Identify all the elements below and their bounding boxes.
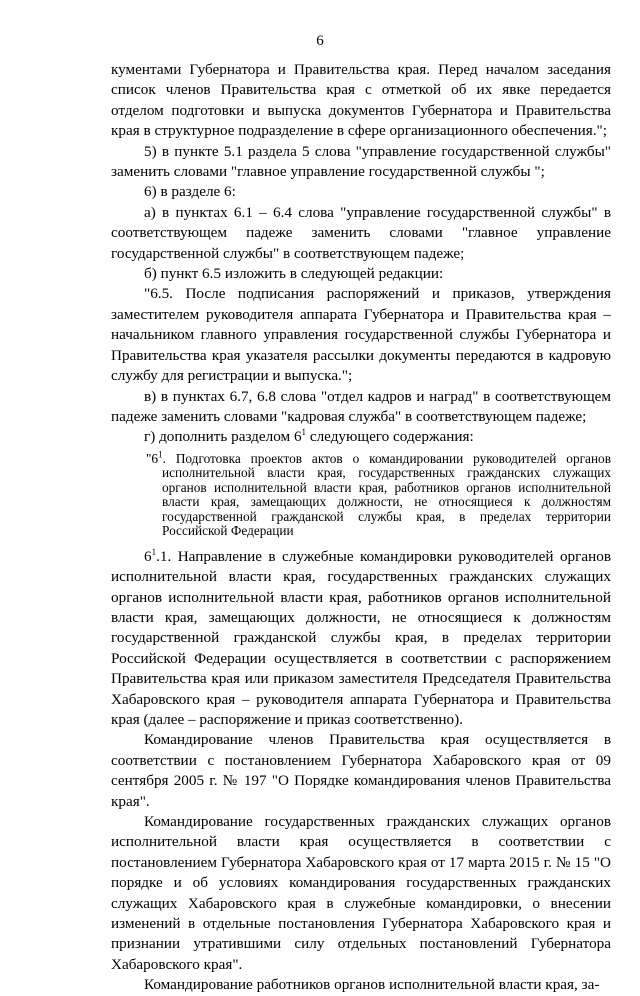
item-g-prefix: г) дополнить разделом 6: [144, 428, 302, 446]
item-g-suffix: следующего содержания:: [306, 428, 474, 446]
section-heading: [146, 449, 611, 539]
paragraph-civil-servants: Командирование государственных гражданских служащих органов исполнительной власти края осуществляется в соответствии с постановлением Губернатора Хабаровского края от 17 марта 2015 г. № 15 "О порядке и об условиях командирования государственных гражданских служащих Хабаровского края в служебные командировки, о внесении изменений в отдельные постановления Губернатора Хабаровского края и признании утратившими силу отдельных постановлений Губернатора Хабаровского края".: [111, 813, 611, 973]
paragraph-item-6v: в) в пунктах 6.7, 6.8 слова "отдел кадров и наград" в соответствующем падеже заменить словами "кадровая служба" в соответствующем падеже;: [111, 387, 611, 425]
page-number: 6: [316, 33, 324, 49]
item-g-sup: 1: [301, 427, 307, 438]
heading-open: "6: [146, 450, 159, 466]
section-1-sup: 1: [151, 546, 157, 557]
paragraph-section-1: [111, 547, 611, 731]
paragraph-item-6g: [111, 427, 611, 447]
paragraph-item-6b: б) пункт 6.5 изложить в следующей редакции:: [144, 265, 444, 283]
paragraph-members: Командирование членов Правительства края осуществляется в соответствии с постановлением Губернатора Хабаровского края от 09 сентября 2005 г. № 197 "О Порядке командирования членов Правительства края".: [111, 731, 611, 810]
paragraph-item-6a: а) в пунктах 6.1 – 6.4 слова "управление государственной службы" в соответствующем падеже заменить словами "главное управление государственной службы" в соответствующем падеже;: [111, 203, 611, 262]
paragraph-item-5: 5) в пункте 5.1 раздела 5 слова "управление государственной службы" заменить словами "главное управление государственной службы ";: [111, 142, 611, 181]
heading-sup: 1: [158, 449, 163, 460]
paragraph-workers: Командирование работников органов исполнительной власти края, за-: [144, 976, 600, 994]
section-1-text: .1. Направление в служебные командировки руководителей органов исполнительной власти края, государственных гражданских служащих органов исполнительной власти края, работников органов исполнительной власти края, замещающих должности, не относящиеся к должностям государственной гражданской службы края, в пределах территории Российской Федерации осуществляется в соответствии с распоряжением Правительства края или приказом заместителя Председателя Правительства Хабаровского края – руководителя аппарата Губернатора и Правительства края (далее – распоряжение и приказ соответственно).: [111, 547, 611, 728]
section-1-num: 6: [144, 547, 152, 565]
paragraph-quote-6-5: "6.5. После подписания распоряжений и приказов, утверждения заместителем руководителя аппарата Губернатора и Правительства края – начальником главного управления государственной службы Губернатора и Правительства края указателя рассылки документы передаются в кадровую службу для регистрации и выпуска.";: [111, 285, 611, 385]
document-body: [111, 60, 611, 996]
paragraph-item-6: 6) в разделе 6:: [144, 183, 236, 201]
paragraph-continuation: кументами Губернатора и Правительства края. Перед началом заседания список членов Правительства края с отметкой об их явке передается отделом подготовки и выпуска документов Губернатора и Правительства края в структурное подразделение в сфере организационного обеспечения.";: [111, 61, 611, 140]
heading-text: . Подготовка проектов актов о командировании руководителей органов исполнительной власти края, государственных гражданских служащих органов исполнительной власти края, работников органов исполнительной власти края, замещающих должности, не относящиеся к должностям государственной гражданской службы края, в пределах территории Российской Федерации: [162, 450, 611, 539]
